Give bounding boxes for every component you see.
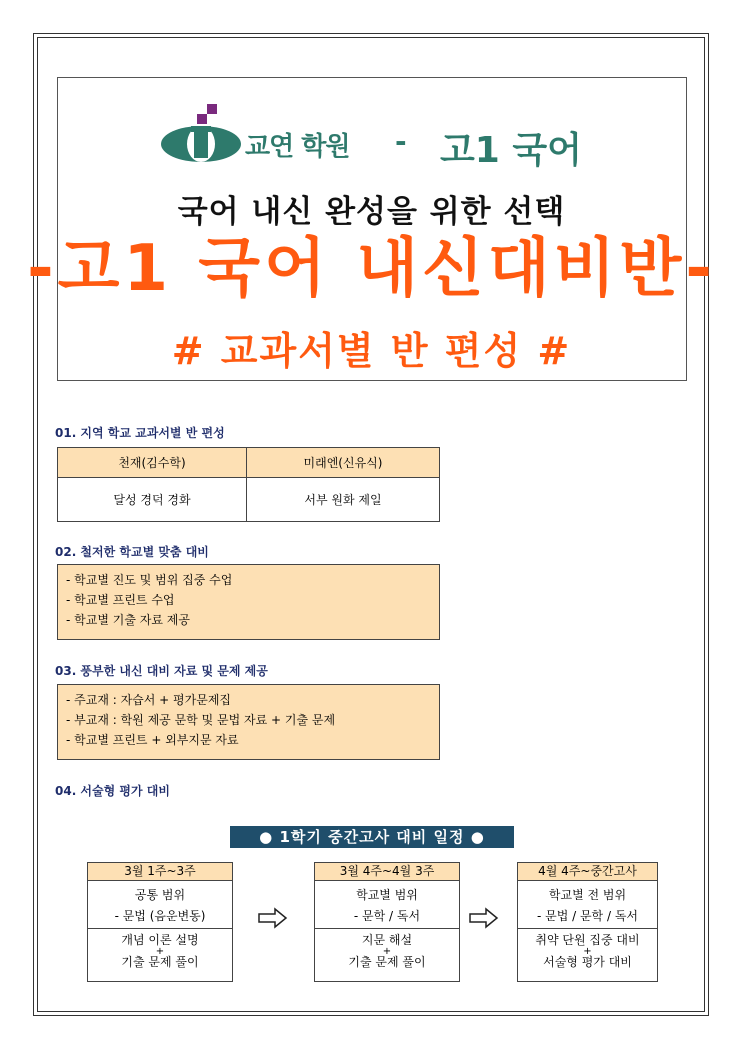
stage-activity-line: 기출 문제 풀이	[348, 955, 426, 969]
section-3-title: 03. 풍부한 내신 대비 자료 및 문제 제공	[55, 664, 268, 678]
brand-name: 교연 학원	[245, 132, 350, 162]
stage-period: 3월 4주~4월 3주	[315, 863, 459, 881]
table-cell: 달성 경덕 경화	[58, 478, 247, 522]
table-row	[58, 478, 440, 522]
stage-scope-line: - 문학 / 독서	[353, 909, 421, 923]
table-header-cell: 미래엔(신유식)	[246, 448, 439, 478]
plus-sign: +	[583, 946, 592, 957]
section-3-box	[57, 684, 440, 760]
textbook-table	[57, 447, 440, 522]
table-header-cell: 천재(김수학)	[58, 448, 247, 478]
stage-scope-line: 공통 범위	[134, 888, 186, 902]
section-2-box	[57, 564, 440, 640]
schedule-stage-2	[314, 862, 460, 982]
sub-title: # 교과서별 반 편성 #	[171, 329, 572, 373]
academy-logo-icon	[161, 102, 241, 164]
arrow-right-icon	[258, 907, 288, 929]
stage-scope	[315, 881, 459, 929]
schedule-stage-3	[517, 862, 658, 982]
table-cell: 서부 원화 제일	[246, 478, 439, 522]
main-title: -고1 국어 내신대비반-	[27, 232, 716, 306]
list-item: - 주교재 : 자습서 + 평가문제집	[66, 693, 232, 707]
list-item: - 학교별 기출 자료 제공	[66, 613, 190, 627]
schedule-stage-1	[87, 862, 233, 982]
stage-activity	[518, 929, 657, 969]
list-item: - 부교재 : 학원 제공 문학 및 문법 자료 + 기출 문제	[66, 713, 336, 727]
stage-scope-line: 학교별 전 범위	[548, 888, 627, 902]
arrow-right-icon	[469, 907, 499, 929]
stage-scope-line: - 문법 (음운변동)	[114, 909, 206, 923]
plus-sign: +	[382, 946, 392, 957]
stage-activity	[88, 929, 232, 969]
brand-dash: -	[395, 125, 407, 158]
plus-sign: +	[155, 946, 165, 957]
stage-activity-line: 취약 단원 집중 대비	[535, 933, 640, 947]
section-1-title: 01. 지역 학교 교과서별 반 편성	[55, 426, 225, 440]
stage-scope-line: - 문법 / 문학 / 독서	[536, 909, 639, 923]
stage-period: 3월 1주~3주	[88, 863, 232, 881]
stage-activity	[315, 929, 459, 969]
stage-activity-line: 서술형 평가 대비	[543, 955, 632, 969]
stage-scope	[518, 881, 657, 929]
schedule-banner: ● 1학기 중간고사 대비 일정 ●	[230, 826, 514, 848]
stage-activity-line: 지문 해설	[361, 933, 413, 947]
list-item: - 학교별 프린트 수업	[66, 593, 175, 607]
list-item: - 학교별 진도 및 범위 집중 수업	[66, 573, 233, 587]
stage-scope	[88, 881, 232, 929]
brand-course: 고1 국어	[440, 130, 582, 171]
stage-activity-line: 기출 문제 풀이	[121, 955, 199, 969]
stage-scope-line: 학교별 범위	[356, 888, 418, 902]
stage-activity-line: 개념 이론 설명	[121, 933, 199, 947]
stage-period: 4월 4주~중간고사	[518, 863, 657, 881]
list-item: - 학교별 프린트 + 외부지문 자료	[66, 733, 239, 747]
section-2-title: 02. 철저한 학교별 맞춤 대비	[55, 545, 209, 559]
table-header-row	[58, 448, 440, 478]
section-4-title: 04. 서술형 평가 대비	[55, 784, 170, 798]
tagline: 국어 내신 완성을 위한 선택	[177, 194, 566, 230]
